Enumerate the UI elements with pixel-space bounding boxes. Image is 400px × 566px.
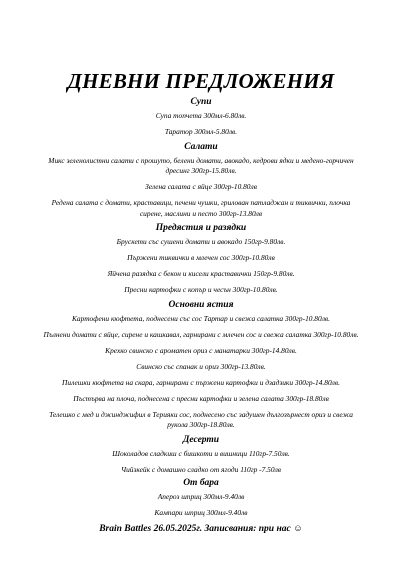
menu-item: Пълнени домати с яйце, сирене и кашкавал, гарнирани с млечен сос и свежа салатка 300гр-10.80лв. [43, 329, 359, 339]
menu-item: Зелена салата с яйце 300гр-10.80лв [145, 182, 257, 191]
menu-item: Пъстърва на плоча, поднесена с пресни картофки и зелена салата 300гр-18.80лв [73, 393, 329, 403]
menu-section [40, 477, 362, 519]
menu-item: Яйчена разядка с бекон и кисели краставички 150гр-9.80лв. [107, 269, 295, 278]
menu-title: ДНЕВНИ ПРЕДЛОЖЕНИЯ [67, 69, 335, 93]
menu-item: Крехко свинско с ароматен ориз с манатарки 300гр-14.80лв. [105, 345, 297, 355]
menu-section [40, 299, 362, 431]
menu-section [40, 222, 362, 296]
menu-item: Картофени кюфтета, поднесени със сос Тартар и свежа салатка 300гр-10.80лв. [72, 313, 330, 323]
section-heading: От бара [183, 478, 219, 488]
menu-item: Редена салата с домати, краставици, печени чушки, грилован патладжан и тиквички, плочка сирене, маслини и песто 300гр-13.80лв [51, 198, 351, 218]
menu-item: Шоколадов сладкиш с бишкоти и вишници 110гр-7.50лв. [112, 448, 290, 458]
menu-item: Телешко с мед и джинджифил в Терияки сос, поднесено със задушен дългозърнест ориз и свежа рукола 300гр-18.80лв. [49, 409, 353, 429]
event-announcement: Brain Battles 26.05.2025г. Записвания: при нас ☺ [99, 523, 303, 534]
menu-section [40, 141, 362, 220]
menu-sections [40, 96, 362, 519]
menu-item: Чийзкейк с домашно сладко от ягоди 110гр -7.50лв [120, 464, 281, 474]
menu-item: Свинско със спанак и ориз 300гр-13.80лв. [136, 361, 266, 371]
menu-item: Супа топчета 300мл-6.80лв. [155, 111, 247, 120]
menu-item: Таратор 300мл-5.80лв. [164, 127, 238, 136]
section-heading: Основни ястия [168, 299, 234, 310]
menu-item: Микс зеленолистни салати с прошуто, белени домати, авокадо, кедрови ядки и медено-горчичен дресинг 300гр-15.80лв. [48, 155, 354, 175]
menu-item: Кампари шприц 300мл-9.40лв [154, 508, 248, 517]
section-heading: Десерти [182, 434, 220, 445]
daily-menu [40, 0, 362, 535]
menu-item: Апероз шприц 300мл-9.40лв [157, 492, 245, 501]
menu-item: Брускети със сушени домати и авокадо 150гр-9.80лв. [116, 237, 286, 246]
menu-item: Пържени тиквички в млечен сос 300гр-10.80лв [127, 253, 275, 262]
menu-section [40, 434, 362, 476]
section-heading: Предястия и разядки [155, 223, 247, 233]
section-heading: Салати [184, 141, 218, 152]
menu-item: Пресни картофки с копър и чесън 300гр-10.80лв. [124, 285, 278, 294]
menu-item: Пилешки кюфтета на скара, гарнирани с пържени картофки и дзадзики 300гр-14.80лв. [62, 377, 340, 387]
section-heading: Супи [190, 97, 212, 107]
menu-section [40, 96, 362, 138]
